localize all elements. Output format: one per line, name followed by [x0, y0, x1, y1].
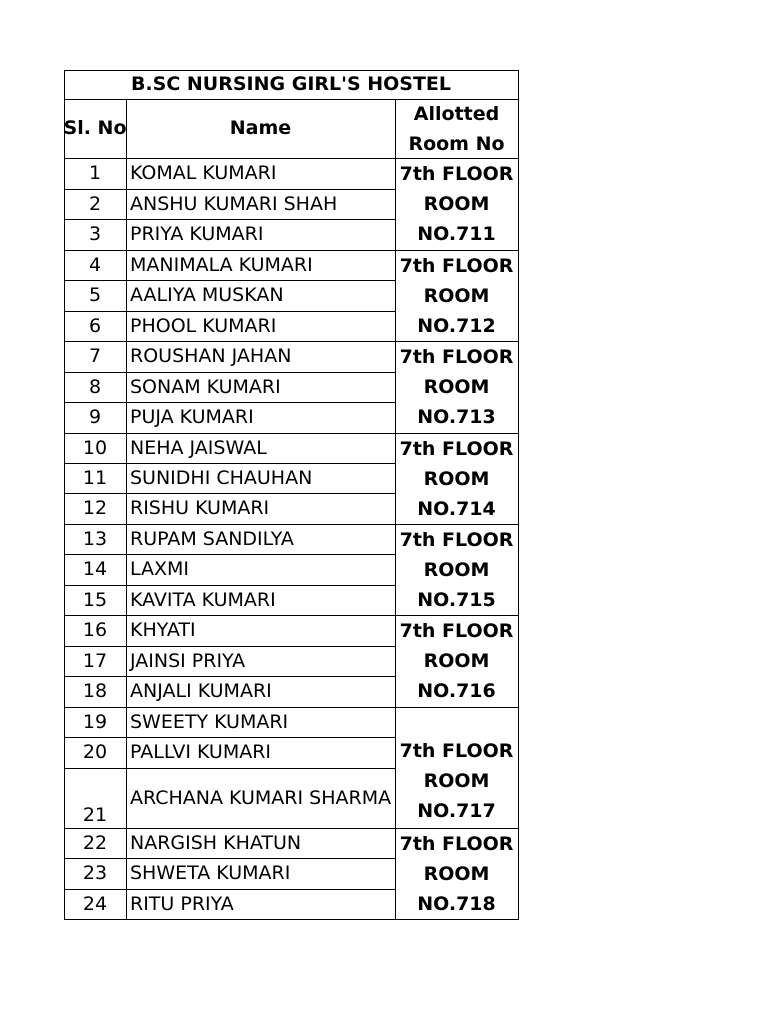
- student-name-cell: KOMAL KUMARI: [130, 162, 277, 184]
- room-allotment-line: 7th FLOOR: [399, 346, 514, 368]
- student-name-cell: RISHU KUMARI: [130, 497, 270, 519]
- room-allotment-line: ROOM: [423, 376, 490, 398]
- serial-number-cell: 21: [82, 804, 108, 826]
- student-name-cell: ANJALI KUMARI: [130, 680, 272, 702]
- room-allotment-cell: [395, 158, 518, 250]
- student-name-cell: AALIYA MUSKAN: [130, 284, 284, 306]
- table-border-right: [518, 70, 519, 920]
- serial-number-cell: 12: [82, 497, 108, 519]
- room-allotment-line: NO.711: [417, 223, 496, 245]
- room-allotment-line: 7th FLOOR: [399, 832, 514, 855]
- room-allotment-cell: [395, 615, 518, 707]
- room-allotment-line: ROOM: [423, 558, 490, 581]
- room-allotment-cell: [395, 828, 518, 919]
- student-name-cell: PUJA KUMARI: [130, 406, 254, 428]
- room-allotment-line: NO.714: [417, 497, 496, 520]
- room-allotment-line: 7th FLOOR: [399, 740, 514, 762]
- serial-number-cell: 11: [82, 466, 108, 489]
- student-name-cell: PRIYA KUMARI: [130, 223, 264, 245]
- serial-number-cell: 16: [82, 619, 108, 641]
- serial-number-cell: 22: [82, 831, 108, 854]
- room-allotment-line: NO.715: [417, 588, 496, 611]
- room-allotment-cell: [395, 341, 518, 433]
- room-allotment-line: ROOM: [423, 770, 490, 792]
- serial-number-cell: 8: [88, 375, 102, 398]
- serial-number-cell: 10: [82, 436, 108, 459]
- header-room-line-2: Room No: [408, 132, 505, 155]
- serial-number-cell: 18: [82, 680, 108, 702]
- student-name-cell: LAXMI: [130, 558, 190, 580]
- table-border-bottom: [64, 919, 519, 920]
- student-name-cell: NARGISH KHATUN: [130, 831, 302, 854]
- student-name-cell: JAINSI PRIYA: [130, 649, 246, 672]
- room-allotment-line: ROOM: [423, 650, 490, 672]
- serial-number-cell: 4: [88, 253, 102, 276]
- student-name-cell: PHOOL KUMARI: [130, 314, 277, 337]
- header-name: Name: [229, 117, 292, 139]
- serial-number-cell: 13: [82, 527, 108, 550]
- student-name-cell: KAVITA KUMARI: [130, 588, 276, 611]
- student-name-cell: SHWETA KUMARI: [130, 862, 291, 884]
- student-name-cell: SONAM KUMARI: [130, 375, 281, 398]
- room-allotment-cell: [395, 433, 518, 524]
- serial-number-cell: 20: [82, 741, 108, 763]
- serial-number-cell: 3: [88, 223, 102, 245]
- serial-number-cell: 7: [88, 345, 102, 367]
- student-name-cell: ROUSHAN JAHAN: [130, 345, 292, 367]
- student-name-cell: SUNIDHI CHAUHAN: [130, 466, 313, 489]
- room-allotment-line: 7th FLOOR: [399, 528, 514, 551]
- serial-number-cell: 15: [82, 588, 108, 611]
- serial-number-cell: 6: [88, 314, 102, 337]
- student-name-cell: RUPAM SANDILYA: [130, 527, 294, 550]
- header-serial: Sl. No: [64, 117, 126, 139]
- room-allotment-cell: [395, 250, 518, 341]
- room-allotment-line: 7th FLOOR: [399, 254, 514, 277]
- serial-number-cell: 17: [82, 649, 108, 672]
- student-name-cell: ANSHU KUMARI SHAH: [130, 192, 338, 215]
- room-allotment-line: 7th FLOOR: [399, 163, 514, 185]
- student-name-cell: RITU PRIYA: [130, 892, 234, 915]
- room-allotment-line: NO.712: [417, 314, 496, 337]
- room-allotment-line: 7th FLOOR: [399, 620, 514, 642]
- serial-number-cell: 19: [82, 710, 108, 733]
- student-name-cell: KHYATI: [130, 619, 196, 641]
- student-name-cell: SWEETY KUMARI: [130, 710, 289, 733]
- serial-number-cell: 1: [88, 162, 102, 184]
- room-allotment-cell: [395, 524, 518, 615]
- student-name-cell: PALLVI KUMARI: [130, 741, 272, 763]
- student-name-cell: MANIMALA KUMARI: [130, 253, 313, 276]
- student-name-cell: ARCHANA KUMARI SHARMA: [130, 786, 392, 809]
- room-allotment-line: NO.718: [417, 892, 496, 915]
- serial-number-cell: 5: [88, 284, 102, 306]
- room-allotment-line: NO.716: [417, 680, 496, 702]
- student-name-cell: NEHA JAISWAL: [130, 436, 267, 459]
- room-allotment-line: NO.717: [417, 800, 496, 822]
- title-separator: [64, 99, 519, 100]
- header-room-line-1: Allotted: [413, 102, 500, 125]
- serial-number-cell: 2: [88, 192, 102, 215]
- serial-number-cell: 24: [82, 892, 108, 915]
- room-allotment-line: ROOM: [423, 193, 490, 215]
- room-allotment-line: ROOM: [423, 467, 490, 490]
- sheet-title: B.SC NURSING GIRL'S HOSTEL: [130, 73, 452, 95]
- serial-number-cell: 9: [88, 406, 102, 428]
- header-allotted-room: [395, 99, 518, 158]
- room-allotment-cell: [395, 707, 518, 828]
- serial-number-cell: 14: [82, 558, 108, 580]
- room-allotment-line: NO.713: [417, 406, 496, 428]
- serial-number-cell: 23: [82, 862, 108, 884]
- room-allotment-line: 7th FLOOR: [399, 437, 514, 460]
- room-allotment-line: ROOM: [423, 862, 490, 885]
- table-border-top: [64, 70, 519, 71]
- room-allotment-line: ROOM: [423, 284, 490, 307]
